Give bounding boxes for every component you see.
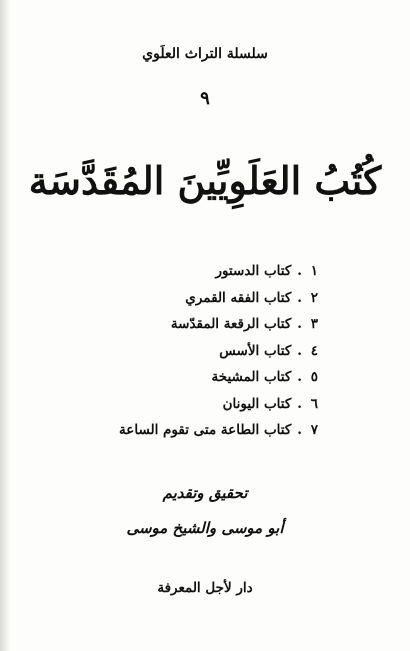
book-separator: .: [297, 395, 302, 412]
editors-names: أبو موسى والشيخ موسى: [126, 519, 284, 537]
edited-by-label: تحقيق وتقديم: [162, 484, 248, 502]
book-number: ٦: [310, 395, 318, 412]
book-separator: .: [297, 422, 302, 438]
book-title: كتاب الفقه القمري: [185, 289, 292, 306]
book-list-item: [68, 364, 318, 391]
book-separator: .: [297, 369, 302, 385]
book-separator: .: [297, 289, 302, 306]
book-separator: .: [297, 342, 302, 359]
book-title: كتاب الدستور: [215, 263, 292, 279]
book-list-item: [68, 391, 318, 418]
book-title: كتاب الطاعة متى تقوم الساعة: [119, 422, 292, 438]
book-list-item: [68, 417, 318, 444]
book-separator: .: [297, 263, 302, 279]
book-number: ٢: [310, 289, 318, 306]
book-title: كتاب الأسس: [219, 342, 292, 359]
publisher-name: دار لأجل المعرفة: [157, 580, 253, 596]
book-title: كتاب المشيخة: [211, 369, 292, 385]
book-title: كتاب الرقعة المقدّسة: [170, 316, 292, 332]
book-separator: .: [297, 316, 302, 332]
book-number: ٥: [310, 369, 318, 385]
book-list-item: [68, 285, 318, 312]
book-list-item: [68, 338, 318, 365]
book-list: [68, 258, 318, 444]
main-title: كُتُبُ العَلَوِيِّينَ المُقَدَّسَة: [28, 158, 382, 203]
series-title: سلسلة التراث العلَوي: [142, 46, 268, 62]
book-number: ١: [310, 263, 318, 279]
book-number: ٧: [310, 422, 318, 438]
book-title: كتاب اليونان: [222, 395, 292, 412]
book-number: ٣: [310, 316, 318, 332]
book-list-item: [68, 258, 318, 285]
volume-number: ٩: [200, 88, 210, 109]
book-number: ٤: [310, 342, 318, 359]
book-list-item: [68, 311, 318, 338]
